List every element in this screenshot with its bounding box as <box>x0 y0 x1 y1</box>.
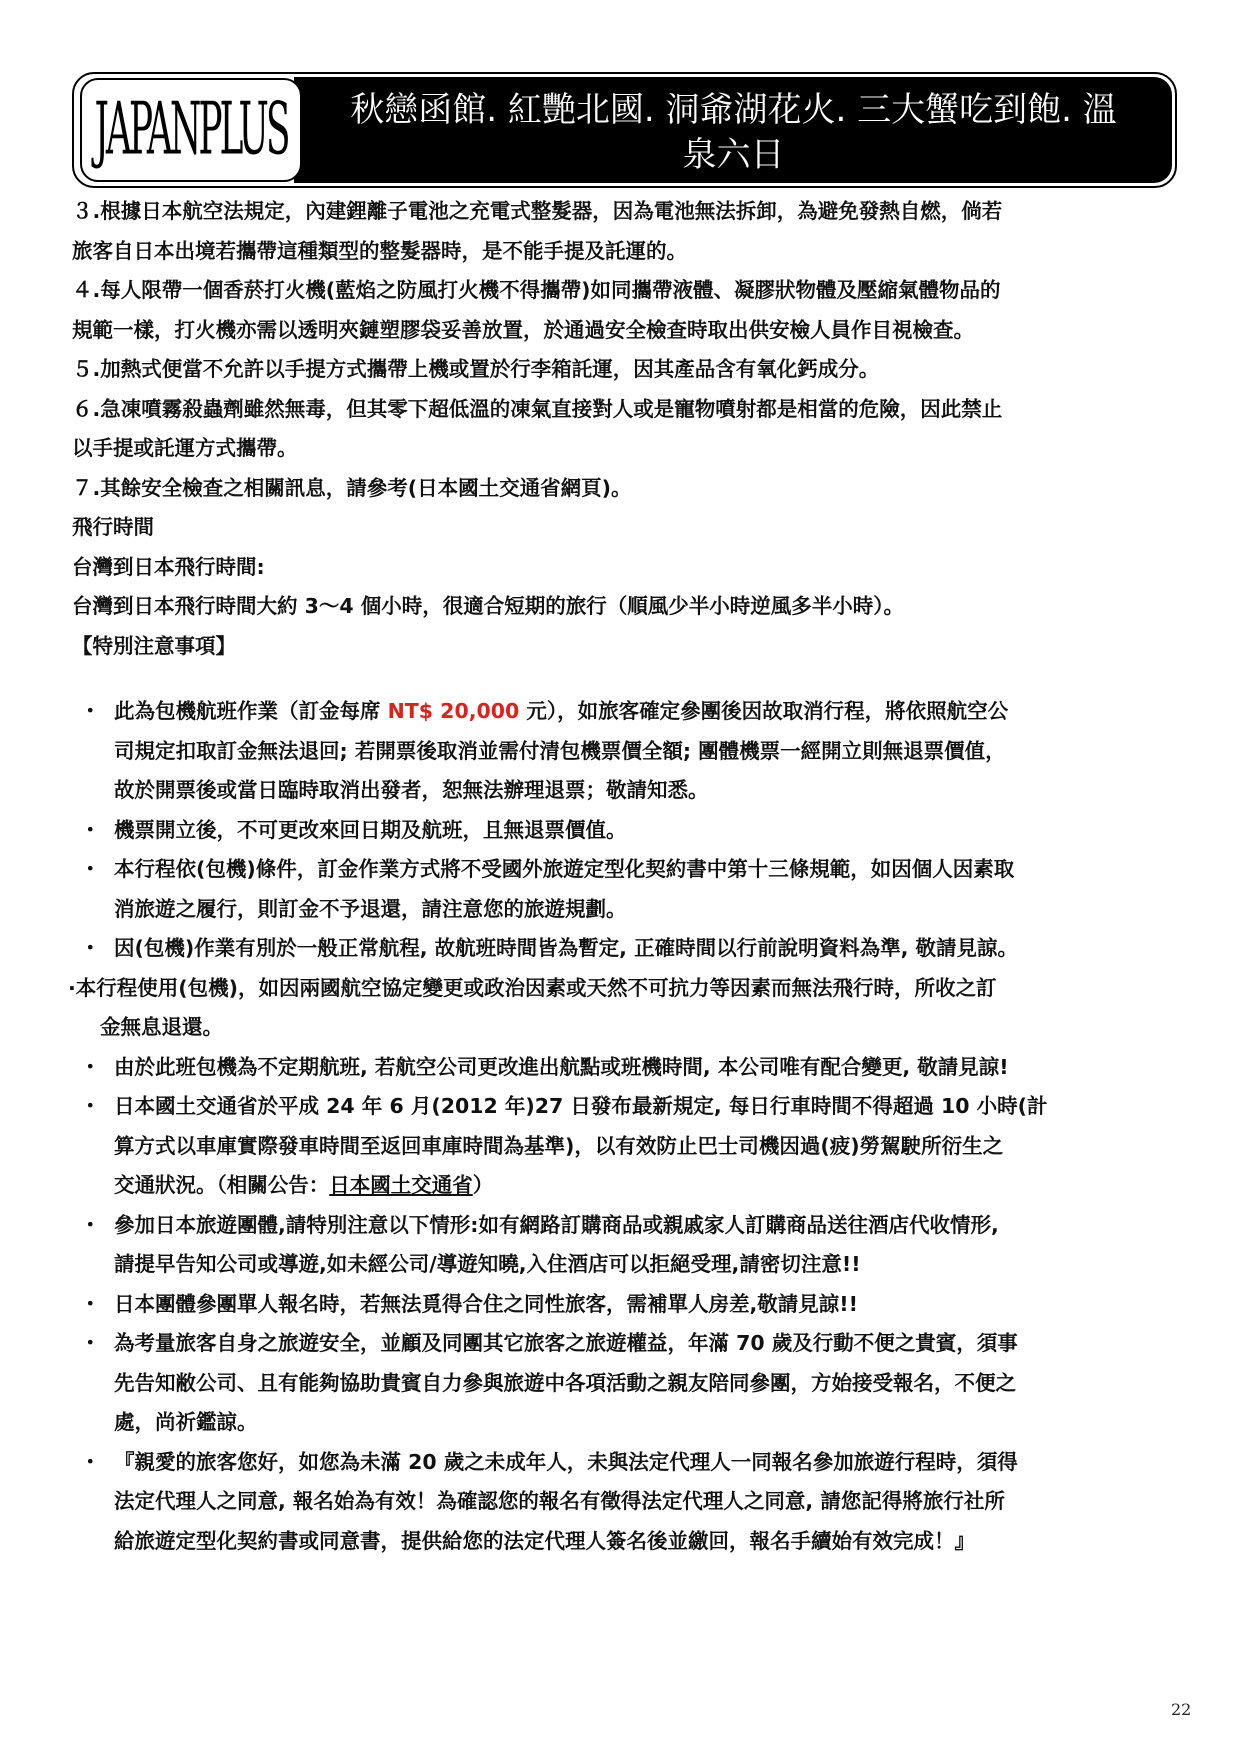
note-irregular-flight <box>72 1048 1202 1088</box>
spacer <box>72 666 1202 692</box>
bullet-icon: ・ <box>80 1054 101 1079</box>
special-notes-heading: 【特別注意事項】 <box>72 633 236 658</box>
note-line: 司規定扣取訂金無法退回; 若開票後取消並需付清包機票價全額; 團體機票一經開立則無退票價值， <box>114 738 1006 763</box>
page-header <box>72 72 1177 188</box>
note-line: 處，尚祈鑑諒。 <box>114 1410 258 1434</box>
bullet-icon: ・ <box>80 817 101 842</box>
note-line: 金無息退還。 <box>100 1015 223 1039</box>
note-text: 本行程使用(包機)，如因兩國航空協定變更或政治因素或天然不可抗力等因素而無法飛行時，所收之訂 <box>75 975 997 1000</box>
note-flight-time-tentative <box>72 929 1202 969</box>
note-driving-hours <box>72 1087 1202 1206</box>
bullet-icon: ・ <box>80 936 101 960</box>
note-text: 交通狀況。（相關公告： <box>114 1173 330 1197</box>
note-text: 本行程依(包機)條件，訂金作業方式將不受國外旅遊定型化契約書中第十三條規範，如因個人因素取 <box>114 857 1015 881</box>
rule-line: ４.每人限帶一個香菸打火機(藍焰之防風打火機不得攜帶)如同攜帶液體、凝膠狀物體及壓縮氣體物品的 <box>72 278 1001 302</box>
bullet-icon: ・ <box>80 1291 101 1316</box>
rule-line: 以手提或託運方式攜帶。 <box>72 436 298 460</box>
bullet-icon: ・ <box>80 699 101 723</box>
rule-line: ５.加熱式便當不允許以手提方式攜帶上機或置於行李箱託運，因其產品含有氧化鈣成分。 <box>72 357 880 381</box>
bullet-icon: ・ <box>80 1331 101 1355</box>
note-charter-deposit <box>72 692 1202 811</box>
note-line: 請提早告知公司或導遊,如未經公司/導遊知曉,入住酒店可以拒絕受理,請密切注意!! <box>114 1252 861 1276</box>
note-text: 此為包機航班作業（訂金每席 <box>114 699 388 723</box>
note-senior-travelers <box>72 1324 1202 1443</box>
note-line: 消旅遊之履行，則訂金不予退還，請注意您的旅遊規劃。 <box>114 896 627 921</box>
flight-time-subheading: 台灣到日本飛行時間: <box>72 554 265 579</box>
security-rule-7 <box>72 469 1202 509</box>
rule-line: ６.急凍噴霧殺蟲劑雖然無毒，但其零下超低溫的凍氣直接對人或是寵物噴射都是相當的危險，因此禁止 <box>72 396 1003 421</box>
note-text: 日本團體參團單人報名時，若無法覓得合住之同性旅客，需補單人房差,敬請見諒!! <box>114 1291 858 1316</box>
bullet-icon: ・ <box>80 857 101 881</box>
note-text: 為考量旅客自身之旅遊安全，並顧及同團其它旅客之旅遊權益，年滿 70 歲及行動不便之貴賓，須事 <box>114 1331 1018 1355</box>
note-line: 給旅遊定型化契約書或同意書，提供給您的法定代理人簽名後並繳回，報名手續始有效完成！』 <box>114 1528 975 1553</box>
security-rule-6 <box>72 390 1202 469</box>
note-text: 機票開立後，不可更改來回日期及航班，且無退票價值。 <box>114 817 627 842</box>
note-line <box>72 1166 1202 1206</box>
bullet-icon: ・ <box>80 1449 101 1474</box>
mid-dot-icon: · <box>68 975 76 1000</box>
flight-time-text: 台灣到日本飛行時間大約 3～4 個小時，很適合短期的旅行（順風少半小時逆風多半小時）。 <box>72 594 905 618</box>
note-contract-clause <box>72 850 1202 929</box>
note-text: 因(包機)作業有別於一般正常航程, 故航班時間皆為暫定, 正確時間以行前說明資料為準, 敬請見諒。 <box>114 936 1019 960</box>
tour-title-line-1: 秋戀函館. 紅艷北國. 洞爺湖花火. 三大蟹吃到飽. 溫 <box>350 90 1117 130</box>
bullet-icon: ・ <box>80 1094 101 1118</box>
note-text: ） <box>472 1173 494 1197</box>
mlit-link[interactable]: 日本國土交通省 <box>329 1173 473 1197</box>
note-line: 算方式以車庫實際發車時間至返回車庫時間為基準)，以有效防止巴士司機因過(疲)勞駕駛所衍生之 <box>114 1133 1004 1158</box>
note-line <box>72 1443 1202 1483</box>
note-line: 故於開票後或當日臨時取消出發者，恕無法辦理退票；敬請知悉。 <box>114 778 709 802</box>
security-rule-3 <box>72 192 1202 271</box>
security-rule-5 <box>72 350 1202 390</box>
note-line: 先告知敝公司、且有能夠協助貴賓自力參與旅遊中各項活動之親友陪同參團，方始接受報名，不便之 <box>114 1370 1016 1395</box>
rule-line: 旅客自日本出境若攜帶這種類型的整髮器時，是不能手提及託運的。 <box>72 238 687 263</box>
note-force-majeure <box>68 969 1202 1048</box>
note-line <box>72 1206 1202 1246</box>
rule-line: 規範一樣，打火機亦需以透明夾鏈塑膠袋妥善放置，於通過安全檢查時取出供安檢人員作目視檢查。 <box>72 317 974 342</box>
security-rule-4 <box>72 271 1202 350</box>
rule-line: ３.根據日本航空法規定，內建鋰離子電池之充電式整髮器，因為電池無法拆卸，為避免發熱自燃，倘若 <box>72 199 1003 223</box>
note-text: 日本國土交通省於平成 24 年 6 月(2012 年)27 日發布最新規定, 每日行車時間不得超過 10 小時(計 <box>114 1094 1048 1118</box>
note-text: 由於此班包機為不定期航班, 若航空公司更改進出航點或班機時間, 本公司唯有配合變更, 敬請見諒! <box>114 1054 1009 1079</box>
note-text: 元），如旅客確定參團後因故取消行程，將依照航空公 <box>519 699 1009 723</box>
tour-title-line-2: 泉六日 <box>682 135 785 175</box>
logo <box>80 78 302 182</box>
note-text: 『親愛的旅客您好，如您為未滿 20 歲之未成年人，未與法定代理人一同報名參加旅遊行程時，須得 <box>114 1449 1018 1474</box>
tour-title <box>302 88 1165 178</box>
note-single-supplement <box>72 1285 1202 1325</box>
deposit-price: NT$ 20,000 <box>387 699 520 723</box>
rule-line: ７.其餘安全檢查之相關訊息，請參考(日本國土交通省網頁)。 <box>72 475 632 500</box>
note-minors-consent <box>72 1443 1202 1562</box>
flight-time-heading: 飛行時間 <box>72 515 154 539</box>
note-line <box>72 850 1202 890</box>
note-line <box>68 969 1202 1009</box>
note-text: 參加日本旅遊團體,請特別注意以下情形:如有網路訂購商品或親戚家人訂購商品送往酒店代收情形, <box>114 1212 999 1237</box>
bullet-icon: ・ <box>80 1212 101 1237</box>
document-body <box>68 192 1202 1561</box>
note-ticket-no-change <box>72 811 1202 851</box>
logo-text: JAPANPLUS <box>94 89 288 171</box>
page-number: 22 <box>1171 1700 1192 1719</box>
note-line <box>72 1324 1202 1364</box>
note-hotel-deliveries <box>72 1206 1202 1285</box>
note-line <box>72 692 1202 732</box>
note-line <box>72 1087 1202 1127</box>
note-line: 法定代理人之同意, 報名始為有效！為確認您的報名有徵得法定代理人之同意, 請您記得將旅行社所 <box>114 1489 1005 1513</box>
